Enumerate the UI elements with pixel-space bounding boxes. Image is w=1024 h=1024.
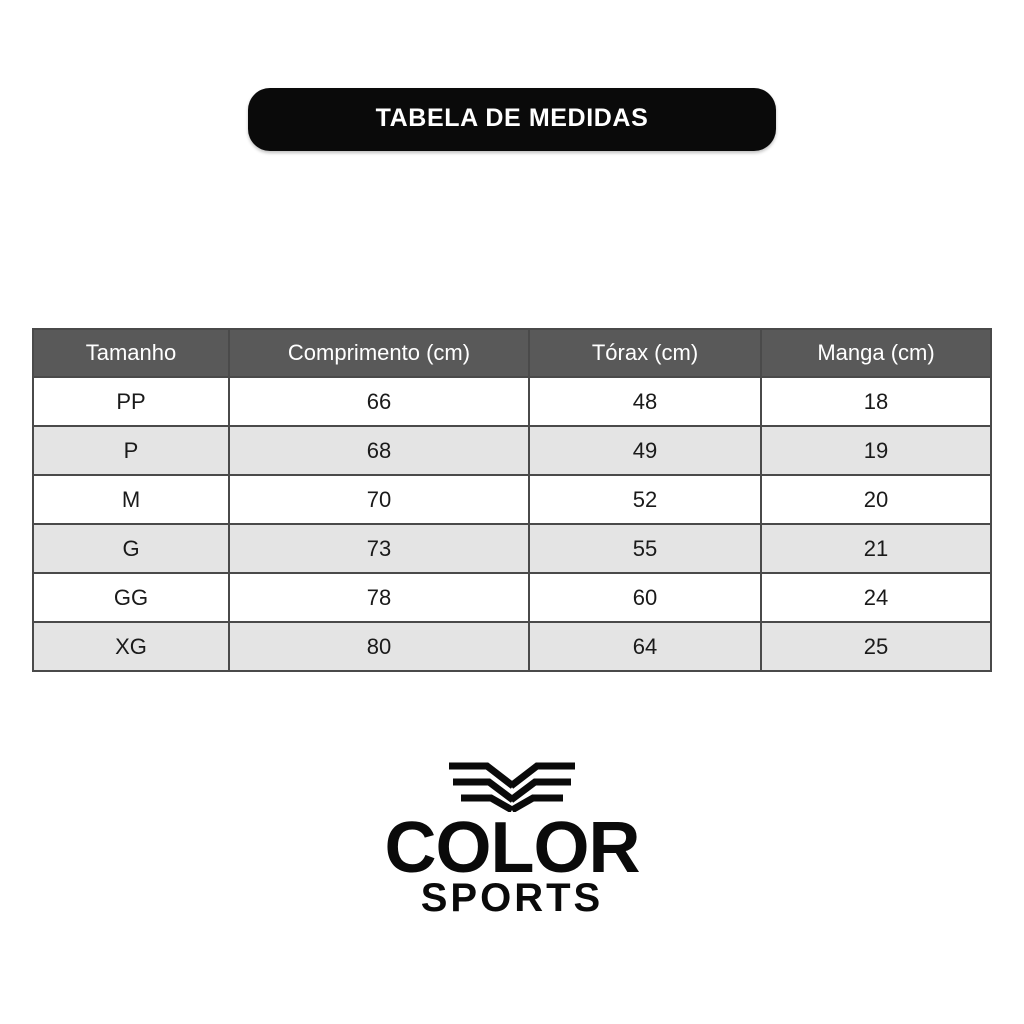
cell-sleeve: 25: [761, 622, 991, 671]
cell-chest: 55: [529, 524, 761, 573]
table-row: [33, 426, 991, 475]
table-header-row: [33, 329, 991, 377]
cell-length: 80: [229, 622, 529, 671]
cell-chest: 49: [529, 426, 761, 475]
table-row: [33, 573, 991, 622]
cell-sleeve: 24: [761, 573, 991, 622]
cell-sleeve: 21: [761, 524, 991, 573]
cell-length: 66: [229, 377, 529, 426]
logo-secondary-text: SPORTS: [420, 876, 604, 921]
column-header-tamanho: Tamanho: [33, 329, 229, 377]
measurements-table: [32, 328, 992, 672]
table-header: [33, 329, 991, 377]
cell-length: 70: [229, 475, 529, 524]
cell-chest: 64: [529, 622, 761, 671]
table-row: [33, 524, 991, 573]
column-header-comprimento: Comprimento (cm): [229, 329, 529, 377]
chevron-weave-icon: [447, 756, 577, 812]
cell-chest: 52: [529, 475, 761, 524]
cell-sleeve: 18: [761, 377, 991, 426]
table-body: [33, 377, 991, 671]
brand-logo: [0, 756, 1024, 921]
table-row: [33, 622, 991, 671]
cell-size: XG: [33, 622, 229, 671]
cell-size: GG: [33, 573, 229, 622]
cell-sleeve: 20: [761, 475, 991, 524]
cell-length: 73: [229, 524, 529, 573]
cell-size: M: [33, 475, 229, 524]
table-row: [33, 475, 991, 524]
page-title: TABELA DE MEDIDAS: [248, 88, 776, 151]
table-row: [33, 377, 991, 426]
column-header-manga: Manga (cm): [761, 329, 991, 377]
measurements-table-container: [32, 328, 990, 672]
logo-primary-text: COLOR: [384, 808, 640, 888]
title-container: [0, 88, 1024, 151]
column-header-torax: Tórax (cm): [529, 329, 761, 377]
cell-sleeve: 19: [761, 426, 991, 475]
cell-length: 78: [229, 573, 529, 622]
cell-length: 68: [229, 426, 529, 475]
cell-chest: 60: [529, 573, 761, 622]
cell-chest: 48: [529, 377, 761, 426]
cell-size: PP: [33, 377, 229, 426]
cell-size: G: [33, 524, 229, 573]
cell-size: P: [33, 426, 229, 475]
